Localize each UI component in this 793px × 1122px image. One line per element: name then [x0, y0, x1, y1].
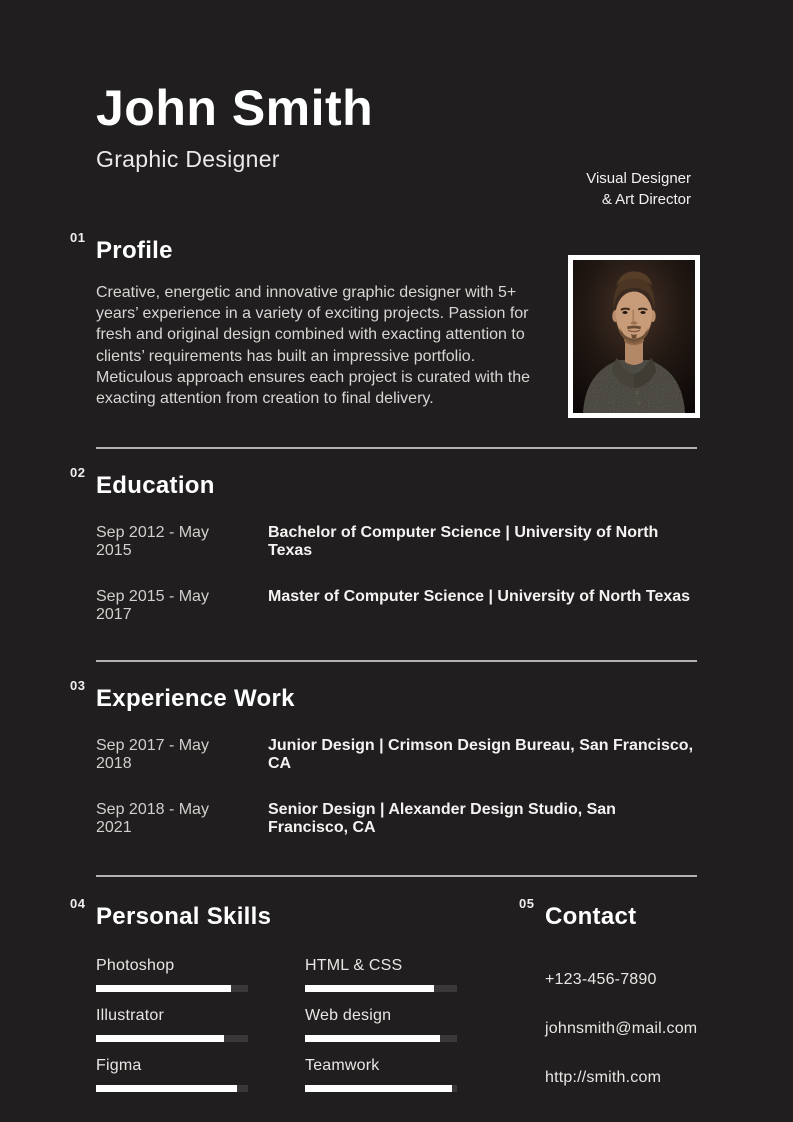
skill-bar-fill	[305, 1085, 452, 1092]
skill-bar-track	[96, 1035, 248, 1042]
education-detail: Master of Computer Science | University of North Texas	[268, 588, 691, 606]
skill-name: Web design	[305, 1007, 392, 1025]
skill-bar-fill	[96, 1085, 237, 1092]
experience-title: Experience Work	[96, 685, 295, 713]
experience-dates: Sep 2017 - May 2018	[96, 737, 209, 773]
skill-bar-fill	[305, 985, 434, 992]
skill-bar-track	[305, 985, 457, 992]
divider	[96, 447, 697, 449]
skill-bar-fill	[305, 1035, 440, 1042]
tagline	[586, 168, 691, 210]
experience-section-number: 03	[70, 678, 86, 694]
contact-section-number: 05	[519, 896, 535, 912]
skill-bar-fill	[96, 985, 231, 992]
profile-title: Profile	[96, 237, 173, 264]
contact-email: johnsmith@mail.com	[545, 1020, 698, 1038]
skill-item	[305, 957, 457, 992]
education-row	[96, 524, 697, 560]
profile-section-number: 01	[70, 230, 86, 245]
tagline-line-2: & Art Director	[601, 191, 691, 208]
section-personal-skills	[70, 896, 457, 1092]
contact-heading	[519, 896, 697, 931]
section-education	[70, 465, 697, 624]
skill-name: Figma	[96, 1057, 142, 1075]
skill-item	[305, 1057, 457, 1092]
experience-detail: Senior Design | Alexander Design Studio, San Francisco, CA	[268, 801, 616, 837]
tagline-line-1: Visual Designer	[586, 170, 691, 187]
experience-row	[96, 801, 697, 837]
skill-bar-track	[305, 1085, 457, 1092]
skill-bar-track	[96, 1085, 248, 1092]
contact-phone: +123-456-7890	[545, 971, 657, 989]
contact-website: http://smith.com	[545, 1069, 662, 1087]
divider	[96, 660, 697, 662]
skills-section-number: 04	[70, 896, 86, 912]
person-role: Graphic Designer	[96, 146, 280, 172]
skill-name: HTML & CSS	[305, 957, 403, 975]
skill-item	[96, 1007, 248, 1042]
profile-text: Creative, energetic and innovative graphic designer with 5+ years’ experience in a variety of exciting projects. Passion for fresh and original design combined with exacting attention to clients’ requirements has built an impressive portfolio. Meticulous approach ensures each project is curated with the exacting attention from creation to final delivery.	[96, 284, 531, 408]
skill-item	[96, 1057, 248, 1092]
skill-bar-track	[96, 985, 248, 992]
skill-name: Photoshop	[96, 957, 175, 975]
experience-detail: Junior Design | Crimson Design Bureau, San Francisco, CA	[268, 737, 694, 773]
experience-row	[96, 737, 697, 773]
person-name: John Smith	[96, 80, 374, 136]
contact-title: Contact	[545, 903, 637, 931]
education-title: Education	[96, 472, 215, 500]
section-contact	[519, 896, 698, 1092]
education-section-number: 02	[70, 465, 86, 481]
section-experience	[70, 678, 697, 837]
experience-heading	[70, 678, 697, 713]
skills-title: Personal Skills	[96, 903, 272, 931]
portrait-photo	[568, 255, 700, 418]
skill-name: Illustrator	[96, 1007, 164, 1025]
divider	[96, 875, 697, 877]
education-heading	[70, 465, 697, 500]
skill-item	[305, 1007, 457, 1042]
education-detail: Bachelor of Computer Science | University of North Texas	[268, 524, 659, 560]
experience-dates: Sep 2018 - May 2021	[96, 801, 209, 837]
skill-name: Teamwork	[305, 1057, 380, 1075]
skill-item	[96, 957, 248, 992]
skill-bar-track	[305, 1035, 457, 1042]
skill-bar-fill	[96, 1035, 224, 1042]
education-row	[96, 588, 697, 624]
skills-heading	[70, 896, 457, 931]
portrait-illustration	[573, 260, 695, 413]
education-dates: Sep 2012 - May 2015	[96, 524, 209, 560]
education-dates: Sep 2015 - May 2017	[96, 588, 209, 624]
